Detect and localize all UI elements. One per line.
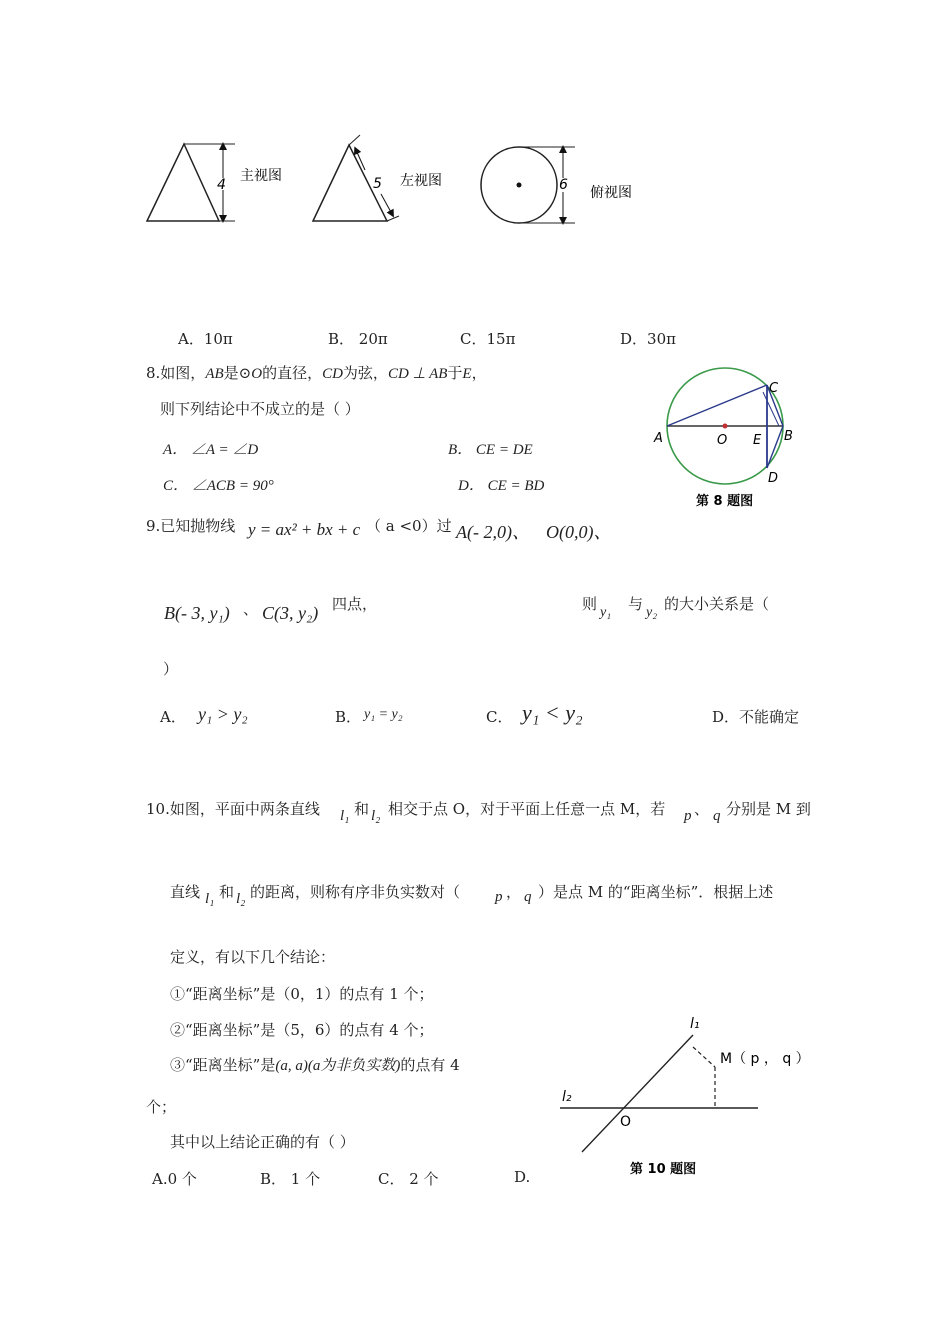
q8-option-a[interactable]: A． ∠A = ∠D (163, 442, 259, 458)
q9-close: ） (163, 660, 179, 678)
q8-fig-O: O (717, 433, 728, 448)
q9-point-a: A(- 2,0)、 (456, 522, 530, 542)
q8-fig-B: B (784, 429, 793, 444)
q10-statement-3: ③“距离坐标”是(a, a)(a为非负实数)的点有 4 (170, 1056, 460, 1074)
q9-option-c-label[interactable]: C． (486, 708, 513, 726)
q10-statement-2: ②“距离坐标”是（5，6）的点有 4 个； (170, 1021, 434, 1039)
side-dim: 5 (373, 176, 382, 192)
q8-option-b[interactable]: B． CE = DE (448, 442, 533, 458)
q9-y2: y₂ (646, 605, 658, 620)
q9-and: 与 (628, 595, 644, 613)
q7-option-a[interactable]: A．10π (178, 330, 233, 348)
front-view-triangle (147, 144, 219, 221)
q8-stem: 8.如图，AB是⊙O的直径，CD为弦，CD ⊥ AB于E， (146, 364, 487, 382)
q9-sep: 、 (243, 600, 259, 618)
front-view-label: 主视图 (240, 168, 282, 184)
q9-option-a-label[interactable]: A． (160, 708, 186, 726)
top-dim: 6 (559, 177, 568, 193)
q9-option-b-label[interactable]: B． (335, 708, 362, 726)
q8-fig-D: D (768, 471, 779, 486)
q10-q-a: q (713, 808, 721, 824)
q10-l1-b: l₁ (205, 891, 215, 907)
q9-option-b-rel[interactable]: y₁ = y₂ (364, 707, 403, 722)
q9-point-c: C(3, y₂) (262, 603, 319, 623)
q10-line2b: 的距离，则称有序非负实数对（ (250, 883, 461, 901)
front-dim: 4 (217, 177, 226, 193)
q10-line1c: 分别是 M 到 (726, 800, 811, 818)
q9-four-points: 四点， (332, 595, 378, 613)
q10-option-c[interactable]: C． 2 个 (378, 1170, 439, 1188)
q10-option-a[interactable]: A.0 个 (152, 1170, 197, 1188)
q10-statement-3-end: 个； (146, 1098, 177, 1116)
q10-statement-1: ①“距离坐标”是（0，1）的点有 1 个； (170, 985, 434, 1003)
q9-option-c-rel[interactable]: y₁ < y₂ (522, 700, 583, 725)
q7-option-c[interactable]: C．15π (460, 330, 516, 348)
q8-question: 则下列结论中不成立的是（ ） (160, 400, 360, 418)
q10-line1b: 相交于点 O，对于平面上任意一点 M，若 (388, 800, 666, 818)
q10-option-d[interactable]: D. (514, 1168, 531, 1186)
q8-fig-E: E (753, 433, 762, 448)
q10-p-b: p (495, 889, 503, 905)
q9-option-a-rel[interactable]: y₁ > y₂ (198, 704, 248, 724)
top-view-label: 俯视图 (590, 185, 632, 201)
q10-lines-figure (550, 1005, 830, 1185)
q9-relation: 的大小关系是（ (664, 595, 770, 613)
q10-fig-M: M（ p ， q ） (720, 1051, 810, 1067)
q8-fig-C: C (769, 381, 779, 396)
q8-option-d[interactable]: D． CE = BD (458, 478, 545, 494)
q10-option-b[interactable]: B． 1 个 (260, 1170, 321, 1188)
side-view-label: 左视图 (400, 173, 442, 189)
q7-option-b[interactable]: B． 20π (328, 330, 388, 348)
q10-line3: 定义，有以下几个结论： (170, 948, 336, 966)
q10-fig-l1: l₁ (690, 1016, 700, 1032)
q9-equation: y = ax² + bx + c (248, 520, 361, 539)
q8-fig-caption: 第 8 题图 (696, 494, 754, 509)
q9-then: 则 (582, 595, 598, 613)
q8-circle-figure (650, 362, 810, 512)
q10-l2-b: l₂ (236, 891, 246, 907)
q10-l1-a: l₁ (340, 808, 350, 824)
q10-l2-a: l₂ (371, 808, 381, 824)
q8-option-c[interactable]: C． ∠ACB = 90° (163, 478, 274, 494)
three-views-figure (135, 128, 655, 238)
q10-fig-O: O (620, 1114, 632, 1130)
q7-option-d[interactable]: D．30π (620, 330, 676, 348)
q10-fig-l2: l₂ (562, 1089, 572, 1105)
q9-y1: y₁ (600, 605, 612, 620)
q10-dun: 、 (694, 800, 710, 818)
q9-option-d[interactable]: D．不能确定 (712, 708, 800, 726)
q9-stem: 9.已知抛物线 (146, 517, 236, 535)
q9-point-o: O(0,0)、 (546, 522, 612, 542)
q8-fig-A: A (654, 431, 663, 446)
q10-question: 其中以上结论正确的有（ ） (170, 1133, 355, 1151)
q10-line1: 10.如图，平面中两条直线 (146, 800, 320, 818)
q10-he-a: 和 (354, 800, 370, 818)
q10-he-b: 和 (219, 883, 235, 901)
q10-fig-caption: 第 10 题图 (630, 1162, 697, 1177)
q10-comma: ， (506, 883, 522, 901)
q10-q-b: q (524, 889, 532, 905)
q9-condition: （ a <0）过 (366, 517, 452, 535)
q9-point-b: B(- 3, y₁) (164, 603, 230, 623)
q10-line2a: 直线 (170, 883, 201, 901)
q10-line2c: ）是点 M 的“距离坐标”．根据上述 (538, 883, 774, 901)
q10-p-a: p (684, 808, 692, 824)
